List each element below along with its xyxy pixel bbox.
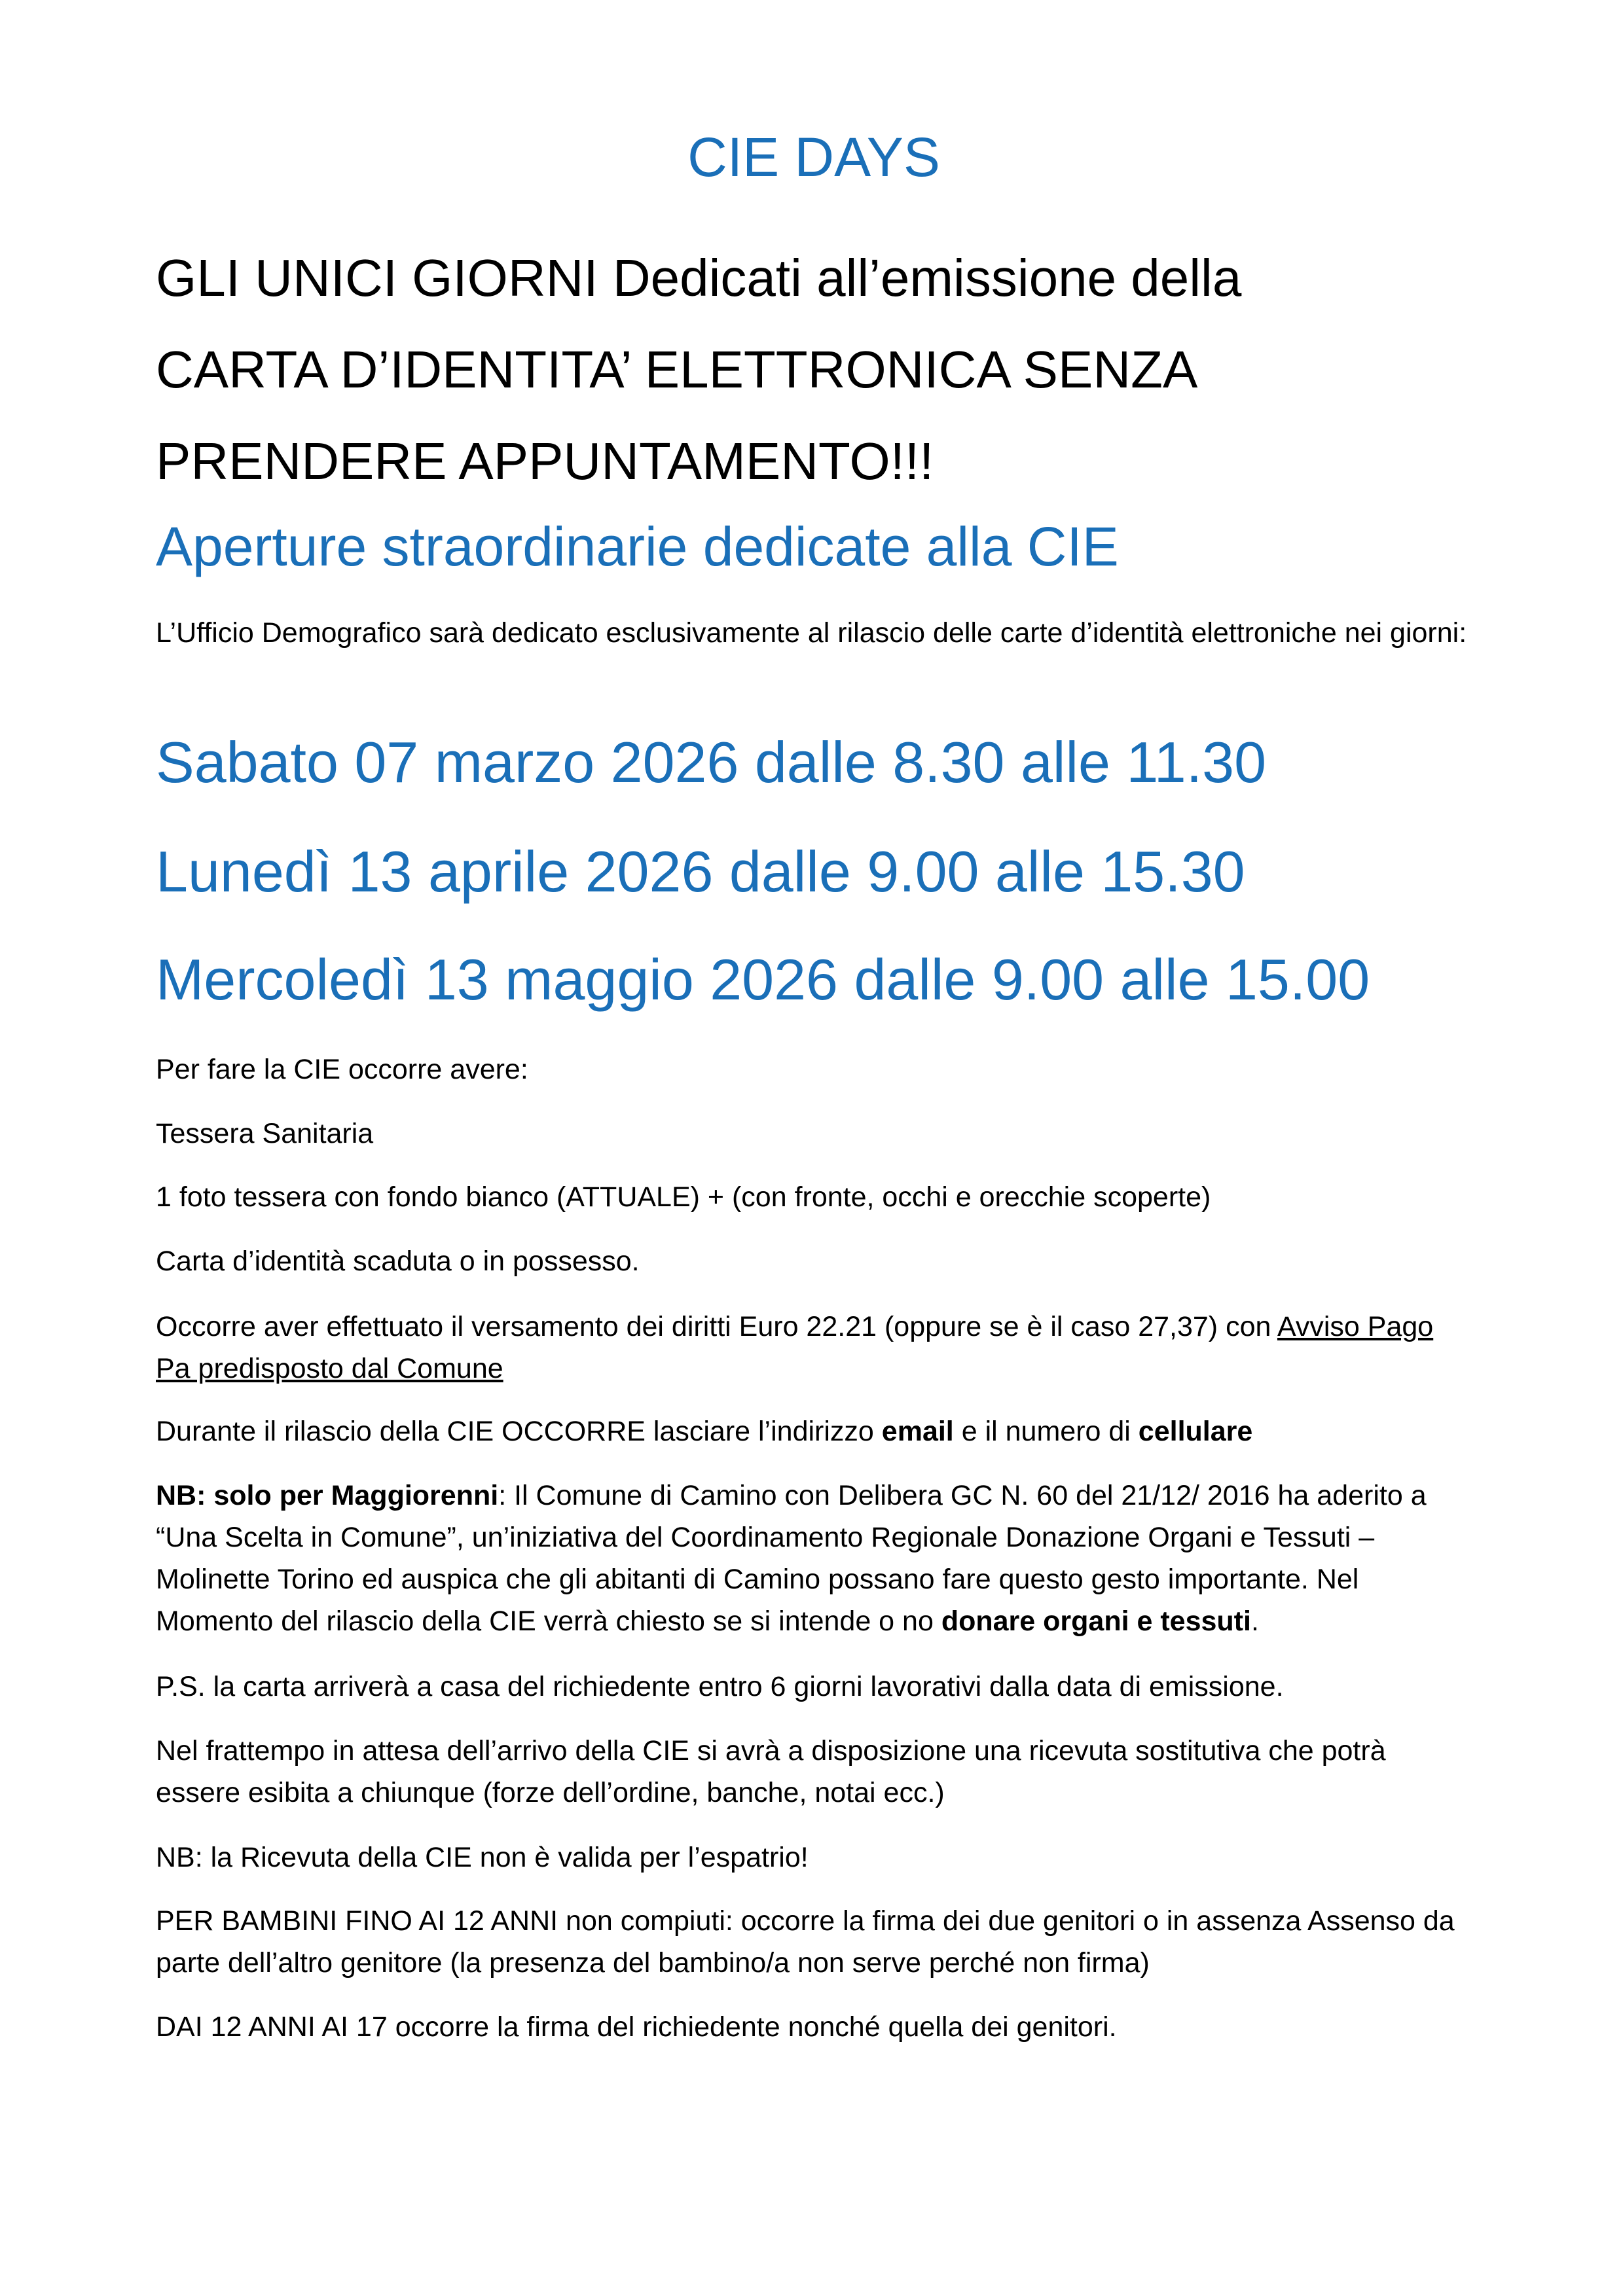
donation-end: .	[1250, 1605, 1259, 1637]
page-title: CIE DAYS	[687, 126, 940, 188]
donation-text: : Il Comune di Camino con Delibera GC N. 60 del 21/12/ 2016 ha aderito a “Una Scelta in Comune”, un’iniziativa del Coordinamento Regionale Donazione Organi e Tessuti – Molinette Torino ed auspica che gli abitanti di Camino possano fare questo gesto importante. Nel Momento del rilascio della CIE verrà chiesto se si intende o no	[156, 1480, 1427, 1637]
headline-line-2: CARTA D’IDENTITA’ ELETTRONICA SENZA	[156, 340, 1198, 399]
date-3: Mercoledì 13 maggio 2026 dalle 9.00 alle 15.00	[156, 947, 1370, 1012]
requirements-lead: Per fare la CIE occorre avere:	[156, 1054, 528, 1085]
date-1: Sabato 07 marzo 2026 dalle 8.30 alle 11.30	[156, 730, 1267, 795]
date-2: Lunedì 13 aprile 2026 dalle 9.00 alle 15.30	[156, 839, 1245, 904]
email-emphasis: email	[881, 1416, 954, 1447]
teens-paragraph: DAI 12 ANNI AI 17 occorre la firma del richiedente nonché quella dei genitori.	[156, 2011, 1117, 2043]
requirement-item: Tessera Sanitaria	[156, 1118, 374, 1149]
donation-emphasis: donare organi e tessuti	[941, 1605, 1251, 1637]
contact-paragraph	[156, 1410, 1472, 1452]
cellulare-emphasis: cellulare	[1138, 1416, 1253, 1447]
payment-text: Occorre aver effettuato il versamento dei diritti Euro 22.21 (oppure se è il caso 27,37) con	[156, 1311, 1277, 1342]
requirement-item: Carta d’identità scaduta o in possesso.	[156, 1246, 640, 1277]
expatriation-note: NB: la Ricevuta della CIE non è valida per l’espatrio!	[156, 1842, 809, 1873]
pagopa-link[interactable]: Avviso Pago Pa predisposto dal Comune	[156, 1311, 1434, 1384]
donation-paragraph	[156, 1475, 1472, 1642]
subheading: Aperture straordinarie dedicate alla CIE	[156, 516, 1119, 577]
receipt-paragraph: Nel frattempo in attesa dell’arrivo della CIE si avrà a disposizione una ricevuta sostitutiva che potrà essere esibita a chiunque (forze dell’ordine, banche, notai ecc.)	[156, 1735, 1386, 1808]
contact-text-mid: e il numero di	[953, 1416, 1139, 1447]
intro-paragraph: L’Ufficio Demografico sarà dedicato esclusivamente al rilascio delle carte d’identità elettroniche nei giorni:	[156, 617, 1467, 649]
payment-paragraph	[156, 1306, 1472, 1390]
ps-paragraph: P.S. la carta arriverà a casa del richiedente entro 6 giorni lavorativi dalla data di emissione.	[156, 1671, 1284, 1702]
donation-lead: NB: solo per Maggiorenni	[156, 1480, 499, 1511]
headline	[156, 232, 1472, 507]
headline-line-1: GLI UNICI GIORNI Dedicati all’emissione della	[156, 249, 1242, 307]
contact-text: Durante il rilascio della CIE OCCORRE lasciare l’indirizzo	[156, 1416, 882, 1447]
requirement-item: 1 foto tessera con fondo bianco (ATTUALE) + (con fronte, occhi e orecchie scoperte)	[156, 1181, 1211, 1213]
children-paragraph: PER BAMBINI FINO AI 12 ANNI non compiuti: occorre la firma dei due genitori o in assenza Assenso da parte dell’altro genitore (la presenza del bambino/a non serve perché non firma)	[156, 1905, 1455, 1979]
headline-line-3: PRENDERE APPUNTAMENTO!!!	[156, 432, 934, 490]
